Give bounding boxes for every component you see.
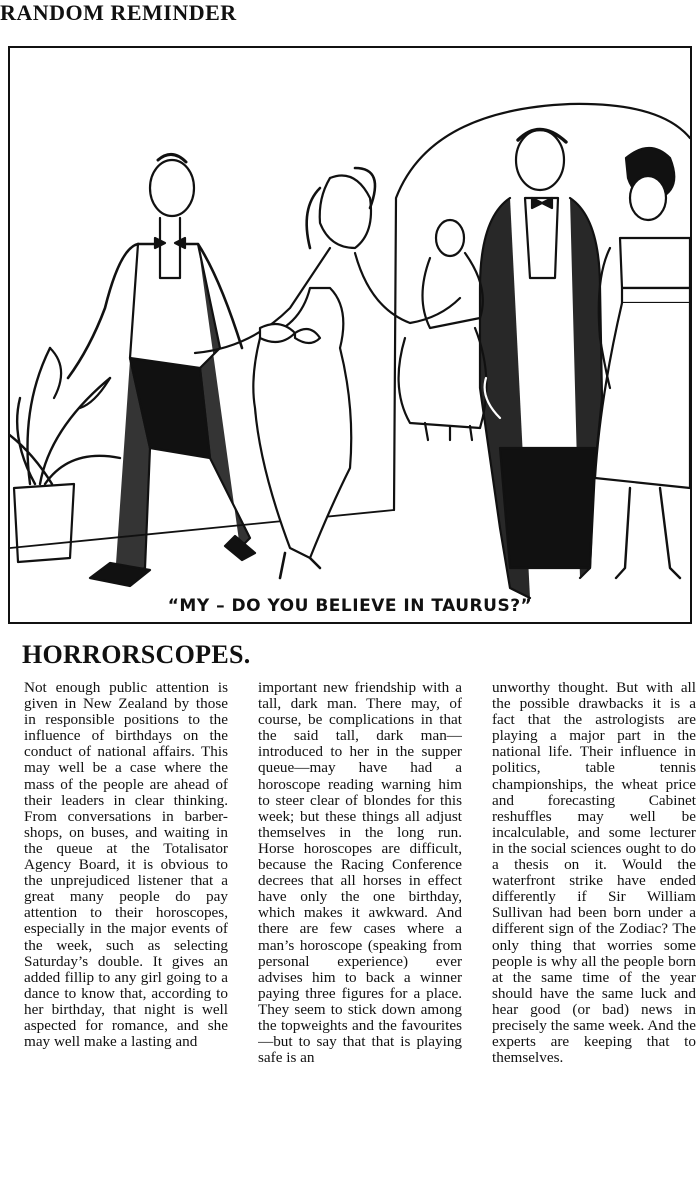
cartoon-illustration	[8, 46, 692, 624]
article-column-3: unworthy thought. But with all the possible drawbacks it is a fact that the astrologists are playing a major part in the national life. Their influence in politics, table tennis championships, the wheat price and forecasting Cabinet reshuffles may well be incalculable, and some lecturer in the social sciences ought to do a thesis on it. Would the waterfront strike have ended differently if Sir William Sullivan had been born under a different sign of the Zodiac? The only thing that worries some people is why all the people born at the same time of the year should have the same luck and hear good (or bad) news in precisely the same week. And the experts are keeping that to themselves.	[492, 680, 696, 1067]
section-title: RANDOM REMINDER	[0, 0, 237, 25]
article-column-1: Not enough public attention is given in New Zealand by those in responsible positions to the influence of birthdays on the conduct of national affairs. This may well be a case where the mass of the people are ahead of their leaders in clear thinking. From conversations in barber-shops, on buses, and waiting in the queue at the Totalisator Agency Board, it is obvious to the unprejudiced listener that a great many people do pay attention to their horoscopes, especially in the major events of the week, such as selecting Saturday’s double. It gives an added fillip to any girl going to a dance to know that, according to her birthday, that night is well aspected for romance, and she may well make a lasting and	[24, 680, 228, 1051]
article-column-2: important new friendship with a tall, dark man. There may, of course, be complications in that the said tall, dark man—introduced to her in the supper queue—may have had a horoscope reading warning him to steer clear of blondes for this week; but these things all adjust themselves in the long run. Horse horoscopes are difficult, because the Racing Conference decrees that all horses in effect have only the one birthday, which makes it awkward. And there are few cases where a man’s horoscope (speaking from personal experience) ever advises him to back a winner paying three figures for a place. They seem to stick down among the topweights and the favourites—but to say that that is playing safe is an	[258, 680, 462, 1067]
cartoon-caption: “MY – DO YOU BELIEVE IN TAURUS?”	[167, 596, 533, 616]
cartoon-drawing	[10, 48, 690, 622]
article-headline: HORRORSCOPES.	[22, 640, 251, 669]
